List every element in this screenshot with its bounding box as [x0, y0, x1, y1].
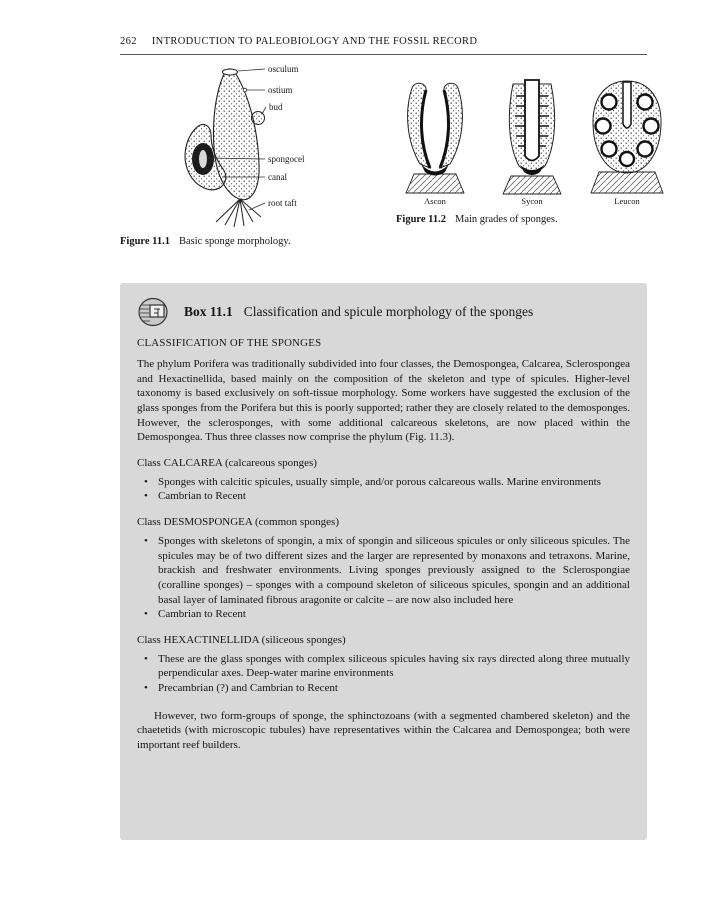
fig2-caption-label: Figure 11.2 [396, 214, 446, 225]
fig1-label-root-taft: root taft [268, 198, 297, 208]
running-title: INTRODUCTION TO PALEOBIOLOGY AND THE FOSSIL RECORD [151, 36, 478, 47]
figure-11-1 [128, 60, 358, 237]
bullet-marker: • [144, 475, 148, 488]
classification-heading: CLASSIFICATION OF THE SPONGES [137, 337, 322, 349]
fig1-caption-text: Basic sponge morphology. [178, 236, 291, 247]
class-section-hexactinellida [137, 634, 630, 696]
bullet-text: Sponges with skeletons of spongin, a mix of spongin and siliceous spicules or only siliceous spicules. The spicules may be of two different sizes and the larger are represented by monaxons and tetraxons. Marine, brackish and freshwater environments. Living sponges previously assigned to the Sclerospongiae (coralline sponges) – sponges with a compound skeleton of siliceous spicules, spongin and an additional basal layer of laminated fibrous aragonite or calcite – are now also included here [158, 535, 630, 606]
bullet-text: Cambrian to Recent [158, 490, 246, 503]
intro-paragraph: The phylum Porifera was traditionally subdivided into four classes, the Demospongea, Calcarea, Sclerospongea and Hexactinellida, based mainly on the composition of the skeleton and type of spicules. Higher-level taxonomy is based exclusively on soft-tissue morphology. Some workers have suggested the exclusion of the glass sponges from the Porifera but this is poorly supported; rather they are closely related to the demosponges. However, the sclerosponges, with some additional calcareous skeletons, are now placed within the Demospongea. Thus three classes now comprise the phylum (Fig. 11.3). [137, 358, 630, 444]
bullet-marker: • [144, 608, 148, 621]
figure-11-2-caption [396, 214, 558, 225]
bullet-text: Sponges with calcitic spicules, usually simple, and/or porous calcareous walls. Marine environments [158, 475, 601, 488]
bullet-item [144, 652, 630, 681]
figure-11-2 [390, 72, 675, 213]
closing-paragraph: However, two form-groups of sponge, the sphinctozoans (with a segmented chambered skeleton) and the chaetetids (with microscopic tubules) have representatives within the Calcarea and Demospongea; both were important reef builders. [137, 709, 630, 751]
bullet-text: Cambrian to Recent [158, 608, 246, 621]
sponge-morphology-drawing [128, 60, 358, 232]
class-heading: Class CALCAREA (calcareous sponges) [137, 456, 317, 469]
bullet-list [144, 534, 630, 622]
bullet-item [144, 475, 630, 490]
leucon-diagram [591, 81, 663, 193]
fig1-label-canal: canal [268, 172, 287, 182]
fig1-caption-label: Figure 11.1 [120, 236, 170, 247]
bullet-item [144, 534, 630, 607]
class-heading: Class DESMOSPONGEA (common sponges) [137, 516, 339, 528]
page-number: 262 [120, 36, 137, 47]
class-section-calcarea [137, 457, 630, 504]
bullet-item [144, 681, 630, 696]
bullet-item [144, 489, 630, 504]
fig1-label-ostium: ostium [268, 85, 293, 95]
fig2-label-leucon: Leucon [614, 196, 640, 206]
box-title: Classification and spicule morphology of the sponges [243, 304, 534, 319]
bullet-text: These are the glass sponges with complex siliceous spicules having six rays directed along three mutually perpendicular axes. Deep-water marine environments [158, 652, 630, 680]
fig2-caption-text: Main grades of sponges. [454, 214, 558, 225]
bullet-marker: • [144, 652, 148, 665]
ascon-diagram [406, 83, 464, 193]
bullet-marker: • [144, 490, 148, 503]
class-heading: Class HEXACTINELLIDA (siliceous sponges) [137, 633, 346, 646]
fig2-label-sycon: Sycon [521, 196, 543, 206]
bullet-text: Precambrian (?) and Cambrian to Recent [158, 682, 338, 694]
bullet-list [144, 652, 630, 696]
bullet-item [144, 607, 630, 622]
class-section-desmospongea [137, 516, 630, 622]
fig2-label-ascon: Ascon [424, 196, 446, 206]
figure-11-1-caption [120, 236, 291, 247]
box-header [137, 296, 630, 328]
sycon-diagram [503, 80, 561, 194]
box-icon [137, 296, 173, 328]
fig1-label-bud: bud [269, 102, 283, 112]
sponge-grades-drawing [390, 72, 675, 208]
bullet-list [144, 475, 630, 504]
bullet-marker: • [144, 682, 148, 694]
fig1-label-osculum: osculum [268, 64, 299, 74]
bullet-marker: • [144, 535, 148, 547]
fig1-label-spongocel: spongocel [268, 154, 305, 164]
running-head [120, 36, 647, 55]
box-label: Box 11.1 [184, 304, 233, 319]
box-11-1 [120, 283, 647, 840]
